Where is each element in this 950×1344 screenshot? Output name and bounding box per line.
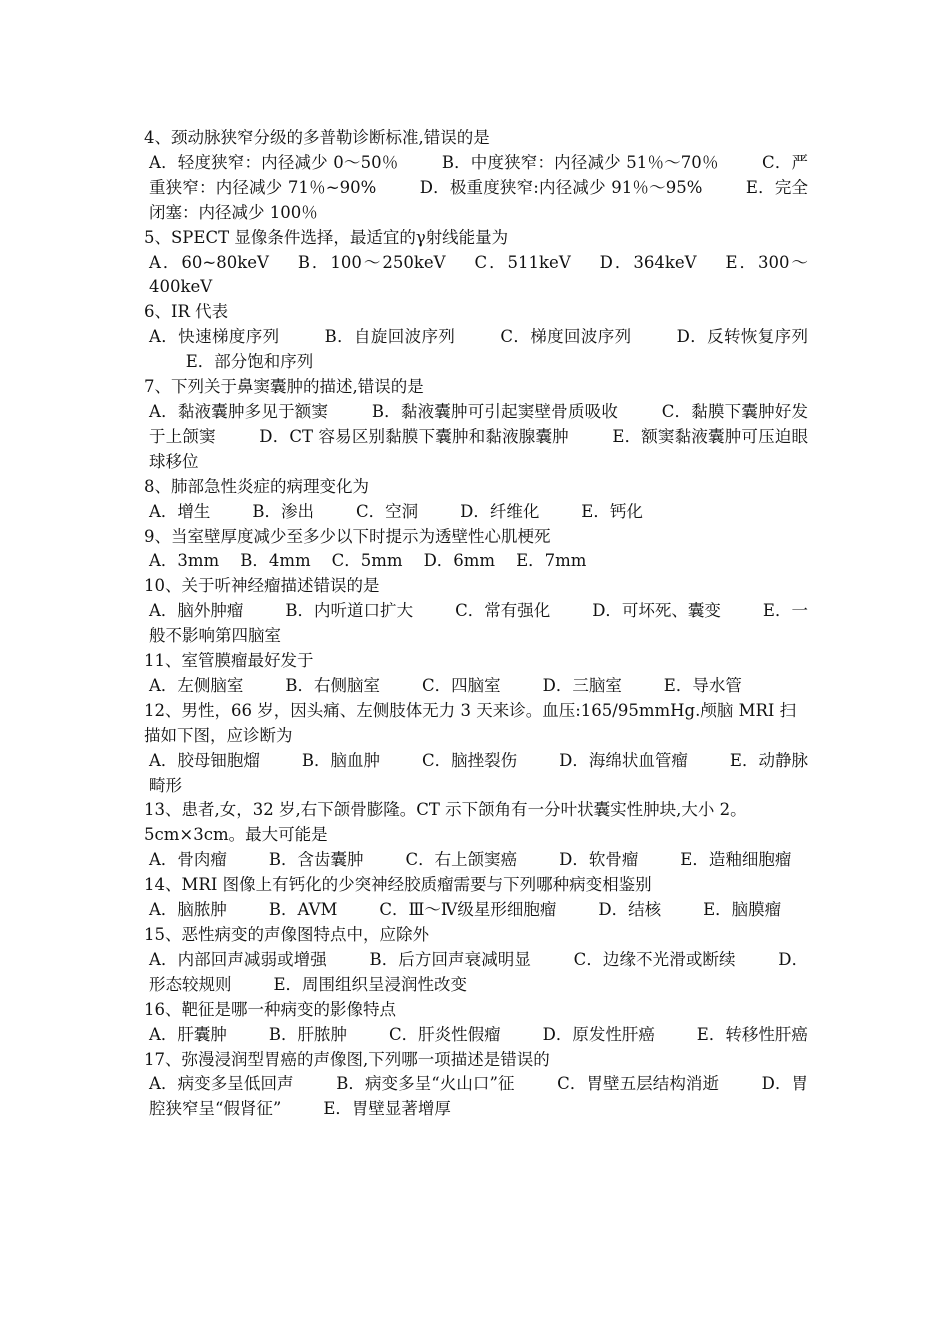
question-options [144,848,808,873]
question-title: 9、当室壁厚度减少至多少以下时提示为透壁性心肌梗死 [144,526,551,546]
question-title: 10、关于听神经瘤描述错误的是 [144,576,380,596]
option-text: C．右上颌窦癌 [405,850,518,870]
option-text: A．脑脓肿 [149,900,227,920]
option-text: D．反转恢复序列 [676,327,809,347]
option-text: D．软骨瘤 [559,850,639,870]
option-text: B．脑血肿 [301,750,381,770]
question-block [144,475,808,525]
option-text: B．含齿囊肿 [268,850,364,870]
option-text: A．60~80keV [149,252,269,272]
question-block [144,649,808,699]
question-block [144,574,808,649]
question-title: 12、男性，66 岁，因头痛、左侧肢体无力 3 天来诊。血压:165/95mmHg.颅脑 MRI 扫描如下图，应诊断为 [144,700,797,745]
option-text: A．肝囊肿 [149,1024,227,1044]
option-text: B．内听道口扩大 [285,601,414,621]
option-text: C．511keV [474,252,571,272]
option-text: D．6mm [423,551,496,571]
option-text: A．脑外肿瘤 [149,601,244,621]
question-title: 11、室管膜瘤最好发于 [144,651,314,671]
question-title: 17、弥漫浸润型胃癌的声像图,下列哪一项描述是错误的 [144,1049,550,1069]
question-block [144,375,808,475]
option-text: B．右侧脑室 [285,675,381,695]
question-title: 6、IR 代表 [144,302,229,322]
option-text: D．海绵状血管瘤 [559,750,688,770]
question-block [144,126,808,226]
question-title: 5、SPECT 显像条件选择，最适宜的γ射线能量为 [144,227,509,247]
question-block [144,300,808,375]
option-text: E．部分饱和序列 [185,352,314,372]
question-options [144,898,808,923]
question-title: 8、肺部急性炎症的病理变化为 [144,476,369,496]
option-text: B．黏液囊肿可引起窦壁骨质吸收 [371,401,619,421]
question-title: 7、下列关于鼻窦囊肿的描述,错误的是 [144,377,424,397]
option-text: B．AVM [268,900,338,920]
question-block [144,998,808,1048]
option-text: C．四脑室 [422,675,501,695]
option-text: A．黏液囊肿多见于额窦 [149,401,329,421]
option-text: A．3mm [149,551,220,571]
option-text: A．内部回声减弱或增强 [149,949,327,969]
option-text: C．胃壁五层结构消逝 [557,1074,720,1094]
question-block [144,798,808,873]
question-options [144,674,808,699]
option-text: B．后方回声衰减明显 [369,949,531,969]
option-text: E．脑膜瘤 [703,900,782,920]
option-text: D．形态较规则 [149,949,809,994]
option-text: C．5mm [331,551,403,571]
option-text: D．364keV [599,252,697,272]
document-page [144,126,808,1122]
question-options [144,1072,808,1122]
option-text: E．额窦黏液囊肿可压迫眼球移位 [149,426,809,471]
question-options [144,500,808,525]
option-text: D．CT 容易区别黏膜下囊肿和黏液腺囊肿 [259,426,569,446]
option-text: B．病变多呈“火山口”征 [336,1074,515,1094]
option-text: C．空洞 [356,501,419,521]
question-title: 4、颈动脉狭窄分级的多普勒诊断标准,错误的是 [144,128,490,147]
option-text: E．完全闭塞：内径减少 100％ [149,177,809,222]
option-text: C．严重狭窄：内径减少 71％~90% [149,152,808,197]
question-title: 13、患者,女，32 岁,右下颌骨膨隆。CT 示下颌角有一分叶状囊实性肿块,大小 2。5cm×3cm。最大可能是 [144,800,747,845]
option-text: A．左侧脑室 [149,675,244,695]
option-text: B．肝脓肿 [268,1024,348,1044]
option-text: C．边缘不光滑或断续 [573,949,736,969]
option-text: A．病变多呈低回声 [149,1074,294,1094]
question-block [144,873,808,923]
option-text: C．脑挫裂伤 [422,750,518,770]
question-options [144,1023,808,1048]
option-text: E．300～400keV [149,252,808,297]
option-text: A．增生 [149,501,211,521]
option-text: D．结核 [598,900,662,920]
option-text: C．梯度回波序列 [500,327,632,347]
question-block [144,525,808,575]
option-text: C．肝炎性假瘤 [389,1024,501,1044]
question-options [144,549,808,574]
question-title: 14、MRI 图像上有钙化的少突神经胶质瘤需要与下列哪种病变相鉴别 [144,875,652,895]
option-text: D．三脑室 [542,675,622,695]
option-text: E．钙化 [581,501,643,521]
option-text: D．可坏死、囊变 [592,601,721,621]
option-text: E．转移性肝癌 [696,1024,808,1044]
question-block [144,1048,808,1123]
question-options [144,325,808,375]
option-text: B．自旋回波序列 [324,327,456,347]
option-text: A．快速梯度序列 [149,327,280,347]
question-options [144,599,808,649]
option-text: A．胶母钿胞熘 [149,750,260,770]
option-text: C．常有强化 [455,601,551,621]
question-title: 15、恶性病变的声像图特点中，应除外 [144,925,429,944]
option-text: E．一般不影响第四脑室 [149,601,808,646]
question-block [144,226,808,301]
question-options [144,948,808,998]
question-block [144,699,808,799]
option-text: D．胃腔狭窄呈“假肾征” [149,1074,809,1119]
option-text: C．Ⅲ～Ⅳ级星形细胞瘤 [379,900,557,920]
option-text: E．周围组织呈浸润性改变 [273,974,468,994]
question-title: 16、靶征是哪一种病变的影像特点 [144,999,396,1019]
question-options [144,151,808,226]
option-text: E．胃壁显著增厚 [323,1099,451,1119]
option-text: B．中度狭窄：内径减少 51％～70％ [441,152,719,172]
option-text: E．7mm [516,551,587,571]
option-text: B．渗出 [252,501,315,521]
option-text: E．导水管 [663,675,742,695]
question-options [144,251,808,301]
option-text: B．100～250keV [297,252,446,272]
option-text: A．轻度狭窄：内径减少 0～50％ [149,152,399,172]
question-block [144,923,808,998]
option-text: C．黏膜下囊肿好发于上颌窦 [149,401,808,446]
option-text: D．原发性肝癌 [542,1024,655,1044]
question-options [144,400,808,475]
option-text: E．造釉细胞瘤 [680,850,792,870]
option-text: D．极重度狭窄:内径减少 91％～95% [419,177,703,197]
question-options [144,749,808,799]
option-text: B．4mm [240,551,311,571]
option-text: D．纤维化 [460,501,540,521]
option-text: A．骨肉瘤 [149,850,227,870]
option-text: E．动静脉畸形 [149,750,808,795]
